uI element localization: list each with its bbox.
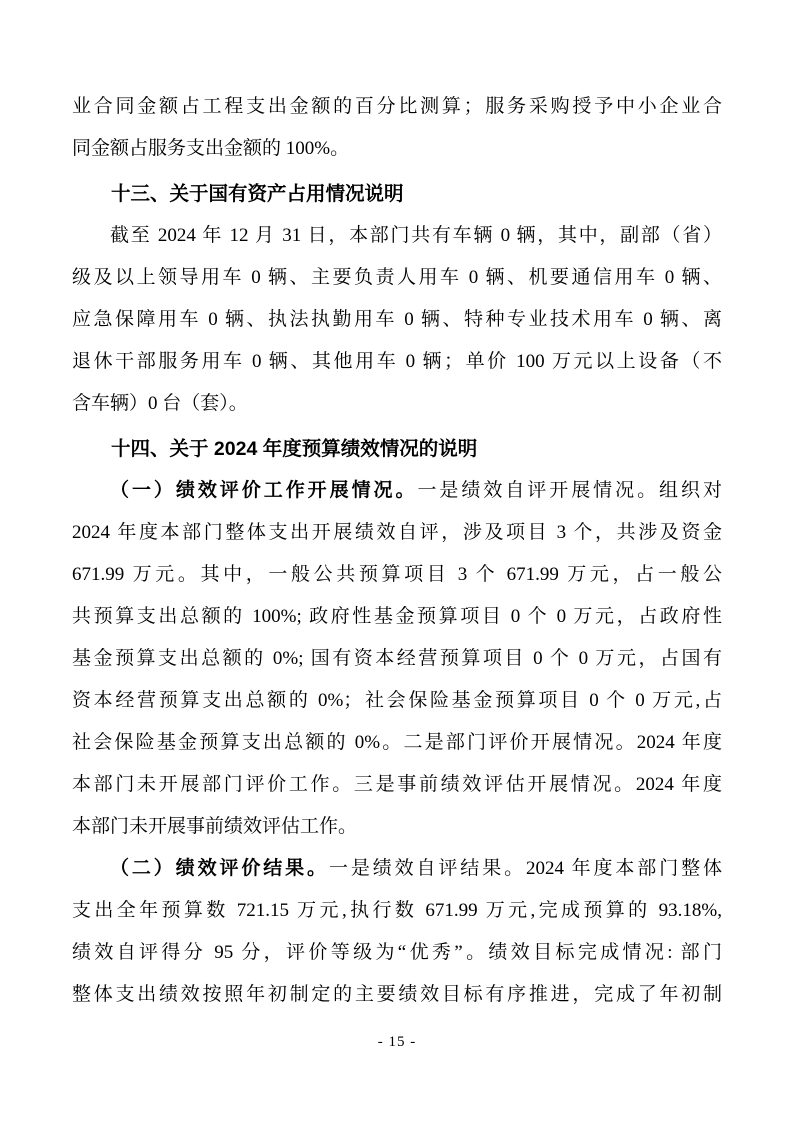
text-segment: 同金额占服务支出金额的 100%。 <box>72 138 350 159</box>
text-segment: 资本经营预算支出总额的 0%；社会保险基金预算项目 0 个 0 万元,占 <box>72 690 722 711</box>
text-segment: 含车辆）0 台（套）。 <box>72 393 248 414</box>
bold-text-segment: （二）绩效评价结果。 <box>110 858 329 879</box>
text-segment: 级及以上领导用车 0 辆、主要负责人用车 0 辆、机要通信用车 0 辆、 <box>72 267 722 288</box>
text-segment: 业合同金额占工程支出金额的百分比测算；服务采购授予中小企业合 <box>72 96 722 117</box>
bold-text-segment: 十三、关于国有资产占用情况说明 <box>111 183 404 205</box>
page-footer <box>72 1032 722 1052</box>
bold-text-segment: 十四、关于 2024 年度预算绩效情况的说明 <box>111 438 478 460</box>
para-results-line-1 <box>72 848 722 890</box>
text-segment: 绩效自评得分 95 分，评价等级为“优秀”。绩效目标完成情况: 部门 <box>72 942 722 963</box>
para-vehicles-line-2 <box>72 257 722 299</box>
text-segment: 本部门未开展部门评价工作。三是事前绩效评估开展情况。2024 年度 <box>72 774 722 795</box>
text-segment: 退休干部服务用车 0 辆、其他用车 0 辆；单价 100 万元以上设备（不 <box>72 351 722 372</box>
text-segment: 一是绩效自评开展情况。组织对 <box>417 480 722 501</box>
text-segment: 671.99 万元。其中，一般公共预算项目 3 个 671.99 万元，占一般公 <box>72 564 722 585</box>
text-segment: 支出全年预算数 721.15 万元,执行数 671.99 万元,完成预算的 93.18%, <box>72 900 722 921</box>
heading-section-14 <box>72 428 722 470</box>
para-evaluation-line-9 <box>72 806 722 848</box>
text-segment: 共预算支出总额的 100%; 政府性基金预算项目 0 个 0 万元，占政府性 <box>72 606 722 627</box>
text-segment: 应急保障用车 0 辆、执法执勤用车 0 辆、特种专业技术用车 0 辆、离 <box>72 309 722 330</box>
heading-section-13 <box>72 173 722 215</box>
para-evaluation-line-7 <box>72 722 722 764</box>
para-evaluation-line-8 <box>72 764 722 806</box>
para-procurement-line-2 <box>72 128 722 170</box>
para-vehicles-line-1 <box>72 215 722 257</box>
para-vehicles-line-4 <box>72 341 722 383</box>
para-results-line-2 <box>72 890 722 932</box>
para-vehicles-line-5 <box>72 383 722 425</box>
para-evaluation-line-5 <box>72 638 722 680</box>
text-segment: 本部门未开展事前绩效评估工作。 <box>72 816 358 837</box>
para-procurement-line-1 <box>72 86 722 128</box>
para-evaluation-line-4 <box>72 596 722 638</box>
para-evaluation-line-1 <box>72 470 722 512</box>
para-evaluation-line-2 <box>72 512 722 554</box>
bold-text-segment: （一）绩效评价工作开展情况。 <box>110 480 418 501</box>
document-body <box>72 86 722 1016</box>
para-results-line-3 <box>72 932 722 974</box>
text-segment: 一是绩效自评结果。2024 年度本部门整体 <box>328 858 722 879</box>
para-vehicles-line-3 <box>72 299 722 341</box>
text-segment: 截至 2024 年 12 月 31 日，本部门共有车辆 0 辆，其中，副部（省） <box>110 225 722 246</box>
text-segment: 整体支出绩效按照年初制定的主要绩效目标有序推进，完成了年初制 <box>72 984 722 1005</box>
text-segment: 2024 年度本部门整体支出开展绩效自评，涉及项目 3 个，共涉及资金 <box>72 522 722 543</box>
para-evaluation-line-6 <box>72 680 722 722</box>
text-segment: 社会保险基金预算支出总额的 0%。二是部门评价开展情况。2024 年度 <box>72 732 722 753</box>
page-number: - 15 - <box>377 1034 417 1050</box>
para-results-line-4 <box>72 974 722 1016</box>
para-evaluation-line-3 <box>72 554 722 596</box>
text-segment: 基金预算支出总额的 0%; 国有资本经营预算项目 0 个 0 万元，占国有 <box>72 648 722 669</box>
